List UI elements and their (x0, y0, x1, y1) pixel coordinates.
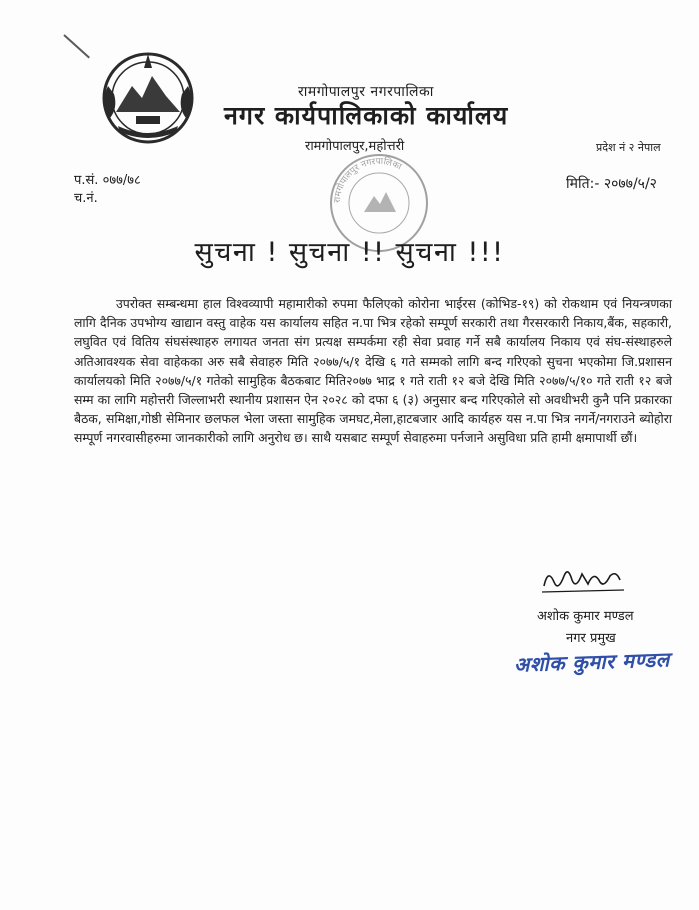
municipality-name: रामगोपालपुर नगरपालिका (298, 84, 434, 100)
scan-mark (63, 34, 90, 58)
province-label: प्रदेश नं २ नेपाल (596, 141, 661, 154)
letter-date: मिति:- २०७७/५/२ (566, 176, 657, 192)
seal-text: रामगोपालपुर नगरपालिका (332, 156, 403, 204)
office-title: नगर कार्यपालिकाको कार्यालय (224, 101, 509, 130)
signatory-title: नगर प्रमुख (566, 631, 616, 646)
nepal-emblem-icon (96, 46, 200, 146)
signatory-name: अशोक कुमार मण्डल (537, 609, 634, 624)
letter-number: प.सं. ०७७/७८ (74, 173, 141, 188)
svg-text:रामगोपालपुर नगरपालिका (333, 155, 403, 203)
dispatch-number: च.नं. (74, 191, 98, 206)
office-location: रामगोपालपुर,महोत्तरी (305, 139, 405, 154)
notice-headline: सुचना ! सुचना !! सुचना !!! (194, 237, 505, 268)
notice-body: उपरोक्त सम्बन्धमा हाल विश्वव्यापी महामारीको रुपमा फैलिएको कोरोना भाईरस (कोभिड-१९) को रोकथाम एवं नियन्त्रणका लागि दैनिक उपभोग्य खाद्यान वस्तु वाहेक यस कार्यालय सहित न.पा भित्र रहेको सम्पूर्ण सरकारी तथा गैरसरकारी निकाय,बैंक, सहकारी, लघुवित एवं वितिय संघसंस्थाहरु लगायत जनता संग प्रत्यक्ष सम्पर्कमा रही सेवा प्रवाह गर्ने सबै कार्यालय निकाय एवं संघ-संस्थाहरुले अतिआवश्यक सेवा वाहेकका अरु सबै सेवाहरु मिति २०७७/५/१ देखि ६ गते सम्मको लागि बन्द गरिएको सुचना भएकोमा जि.प्रशासन कार्यालयको मिति २०७७/५/१ गतेको सामुहिक बैठकबाट मिति२०७७ भाद्र १ गते राती १२ बजे देखि मिति २०७७/५/१० गते राती १२ बजे सम्म का लागि महोत्तरी जिल्लाभरी स्थानीय प्रशासन ऐन २०२८ को दफा ६ (३) अनुसार बन्द गरिएकोले सो अवधीभरी कुनै पनि प्रकारका बैठक, समिक्षा,गोष्ठी सेमिनार छलफल भेला जस्ता सामुहिक जमघट,मेला,हाटबजार आदि कार्यहरु यस न.पा भित्र नगर्ने/नगराउने ब्योहोरा सम्पूर्ण नगरवासीहरुमा जानकारीको लागि अनुरोध छ। साथै यसबाट सम्पूर्ण सेवाहरुमा पर्नजाने असुविधा प्रति हामी क्षमापार्थी छौं। (74, 296, 672, 446)
name-stamp: अशोक कुमार मण्डल (513, 647, 671, 677)
handwritten-signature (538, 562, 628, 596)
